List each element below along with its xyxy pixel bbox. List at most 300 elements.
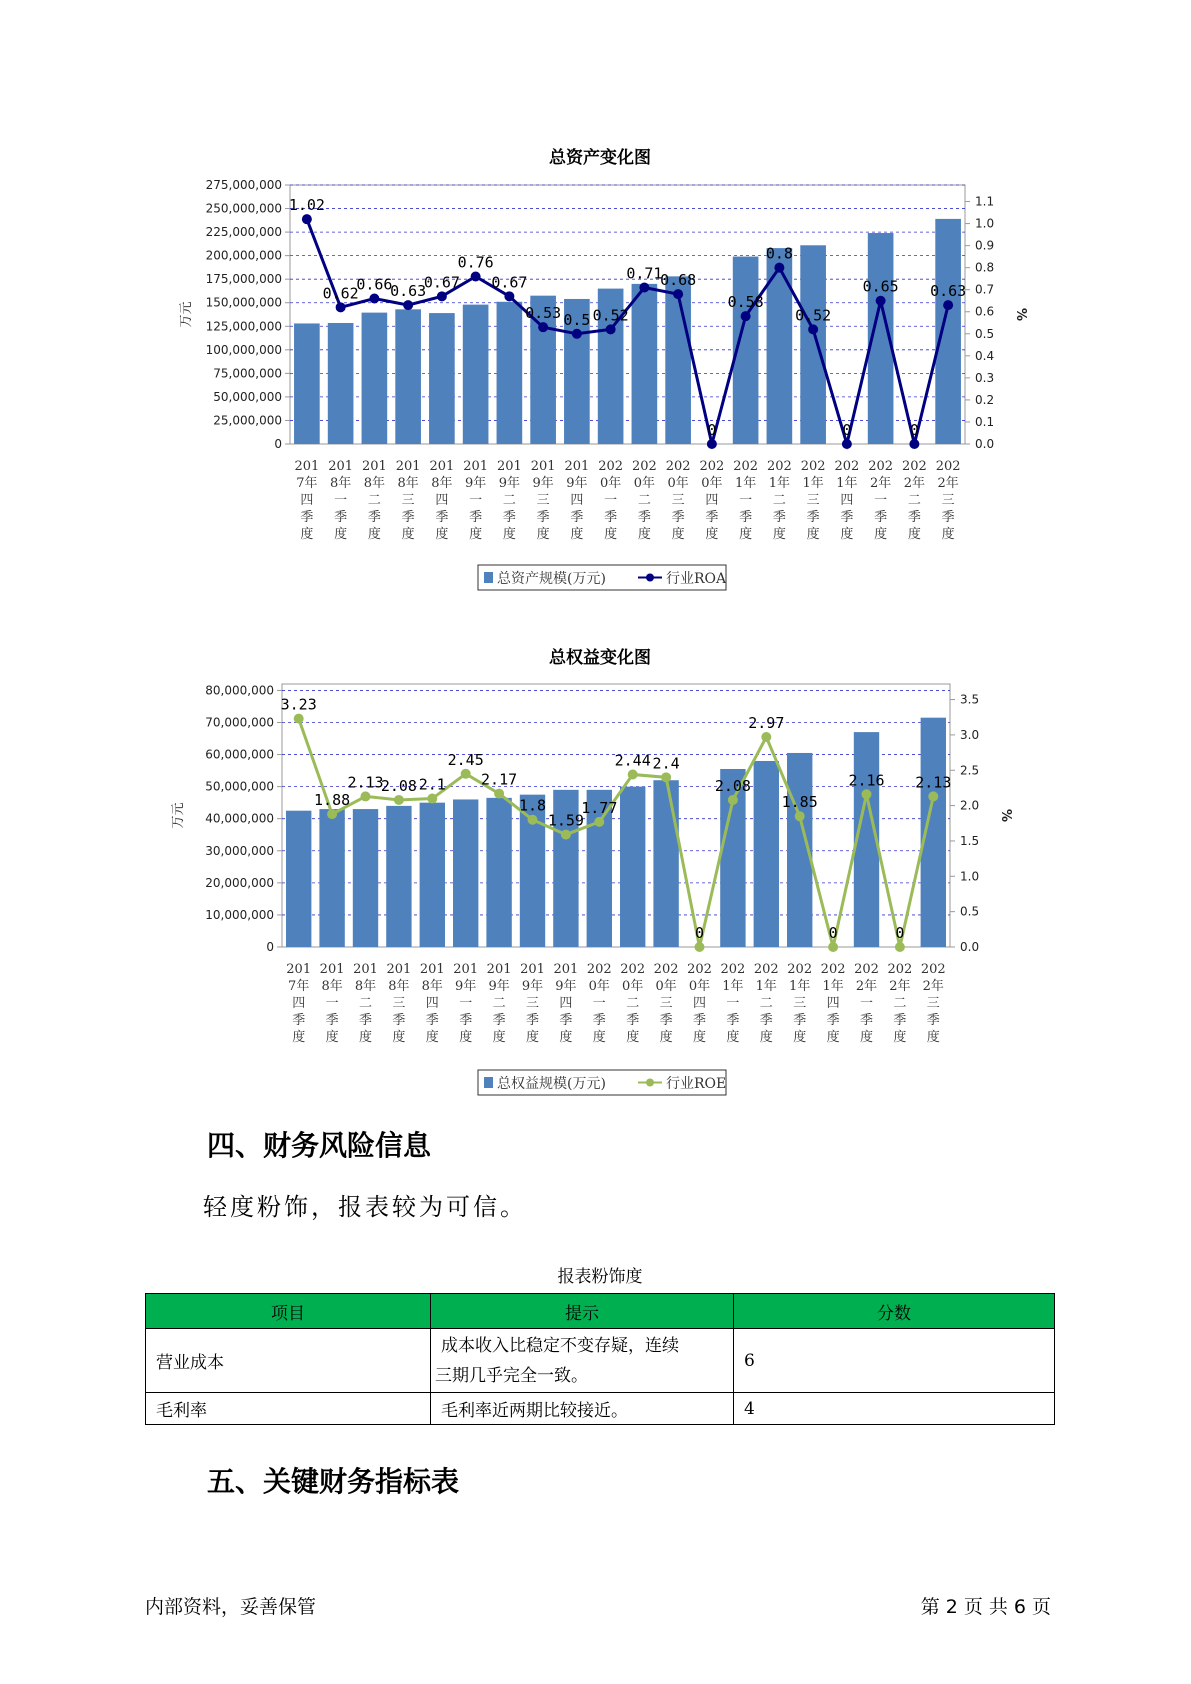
line-point: [774, 263, 784, 273]
y-tick-label: 80,000,000: [205, 683, 274, 698]
x-tick-label: 201: [328, 459, 354, 474]
legend-line-marker: [646, 1079, 654, 1087]
legend-label: 行业ROE: [666, 1076, 727, 1092]
page-total: 6: [1013, 1596, 1026, 1618]
x-tick-label: 9年: [521, 979, 544, 994]
x-tick-label: 季: [859, 1013, 874, 1028]
x-tick-label: 202: [935, 459, 961, 474]
x-tick-label: 二: [492, 996, 506, 1011]
data-label: 2.16: [848, 771, 885, 790]
table-cell-score: 6: [734, 1329, 1055, 1393]
data-label: 2.4: [652, 754, 680, 773]
x-tick-label: 2年: [855, 979, 878, 994]
bar: [386, 806, 411, 947]
x-tick-label: 度: [671, 527, 685, 542]
y-tick-label: 125,000,000: [205, 319, 282, 334]
x-tick-label: 201: [486, 962, 512, 977]
y2-tick-label: 2.0: [960, 798, 980, 813]
data-label: 1.8: [518, 796, 547, 815]
bar: [420, 803, 445, 947]
x-tick-label: 一: [874, 493, 888, 508]
data-label: 0: [694, 924, 705, 942]
table-header-item: 项目: [146, 1294, 431, 1329]
x-tick-label: 201: [286, 962, 312, 977]
line-point: [862, 789, 872, 799]
data-label: 0.52: [592, 306, 629, 325]
x-tick-label: 度: [637, 527, 651, 542]
x-tick-label: 二: [907, 493, 921, 508]
x-tick-label: 202: [820, 962, 846, 977]
x-tick-label: 季: [907, 510, 921, 525]
x-tick-label: 7年: [296, 476, 318, 491]
x-tick-label: 度: [492, 1030, 506, 1045]
x-tick-label: 0年: [622, 979, 644, 994]
whitewash-table: [145, 1293, 1055, 1425]
x-tick-label: 度: [367, 527, 381, 542]
legend-label: 行业ROA: [666, 571, 727, 587]
x-tick-label: 季: [292, 1013, 306, 1028]
x-tick-label: 202: [631, 459, 657, 474]
x-tick-label: 度: [401, 527, 415, 542]
line-point: [294, 714, 304, 724]
data-label: 2.13: [915, 773, 952, 792]
x-tick-label: 季: [536, 510, 550, 525]
table-cell-item: 营业成本: [146, 1329, 431, 1393]
x-tick-label: 7年: [288, 979, 310, 994]
x-tick-label: 度: [759, 1030, 773, 1045]
x-tick-label: 四: [292, 996, 306, 1011]
table-row: [146, 1393, 1055, 1425]
data-label: 2.44: [614, 751, 651, 770]
x-tick-label: 度: [435, 527, 449, 542]
x-tick-label: 2年: [889, 979, 911, 994]
x-tick-label: 季: [367, 510, 381, 525]
x-tick-label: 季: [626, 1013, 640, 1028]
y2-tick-label: 0.4: [975, 348, 995, 363]
line-point: [302, 214, 312, 224]
x-tick-label: 季: [604, 510, 618, 525]
line-point: [943, 300, 953, 310]
y2-tick-label: 2.5: [960, 763, 980, 778]
x-tick-label: 202: [586, 962, 612, 977]
x-tick-label: 9年: [488, 979, 510, 994]
bar: [754, 761, 779, 947]
x-tick-label: 202: [766, 459, 792, 474]
x-tick-label: 一: [739, 493, 753, 508]
x-tick-label: 8年: [388, 979, 410, 994]
x-tick-label: 季: [592, 1013, 606, 1028]
bar: [620, 787, 645, 947]
x-tick-label: 四: [826, 996, 840, 1011]
line-point: [327, 809, 337, 819]
x-tick-label: 度: [292, 1030, 306, 1045]
page-current: 2: [945, 1596, 958, 1618]
bar: [353, 809, 378, 947]
x-tick-label: 季: [325, 1013, 339, 1028]
page-suffix: 页: [1031, 1596, 1051, 1618]
line-point: [606, 324, 616, 334]
x-tick-label: 二: [367, 493, 381, 508]
x-tick-label: 201: [361, 459, 387, 474]
table-cell-hint: 毛利率近两期比较接近。: [431, 1393, 734, 1425]
line-point: [673, 289, 683, 299]
x-tick-label: 度: [325, 1030, 339, 1045]
line-point: [761, 732, 771, 742]
x-tick-label: 一: [726, 996, 740, 1011]
line-point: [808, 324, 818, 334]
x-tick-label: 度: [604, 527, 618, 542]
x-tick-label: 四: [692, 996, 707, 1011]
x-tick-label: 202: [854, 962, 879, 977]
x-tick-label: 季: [637, 510, 651, 525]
x-tick-label: 二: [626, 996, 640, 1011]
chart-total-assets: [0, 170, 1191, 610]
x-tick-label: 一: [859, 996, 874, 1011]
line-point: [741, 311, 751, 321]
page-prefix: 第: [920, 1596, 940, 1618]
x-tick-label: 三: [401, 493, 415, 508]
x-tick-label: 度: [358, 1030, 373, 1045]
x-tick-label: 201: [395, 459, 421, 474]
data-label: 2.1: [418, 775, 446, 794]
x-tick-label: 1年: [789, 979, 811, 994]
data-label: 0.62: [322, 284, 359, 303]
x-tick-label: 季: [840, 510, 854, 525]
x-tick-label: 202: [665, 459, 691, 474]
bar: [319, 809, 344, 947]
x-tick-label: 季: [358, 1013, 373, 1028]
table-cell-item: 毛利率: [146, 1393, 431, 1425]
bar: [286, 811, 311, 947]
x-tick-label: 季: [570, 510, 584, 525]
y-tick-label: 175,000,000: [205, 272, 282, 287]
y-tick-label: 10,000,000: [205, 907, 274, 922]
x-tick-label: 202: [887, 962, 913, 977]
x-tick-label: 四: [840, 493, 854, 508]
x-tick-label: 度: [459, 1030, 473, 1045]
x-tick-label: 三: [671, 493, 685, 508]
x-tick-label: 季: [525, 1013, 540, 1028]
table-header-hint: 提示: [431, 1294, 734, 1329]
data-label: 0.65: [862, 277, 899, 296]
x-tick-label: 季: [659, 1013, 673, 1028]
y-tick-label: 70,000,000: [205, 715, 274, 730]
bar: [665, 276, 691, 444]
x-tick-label: 季: [806, 510, 820, 525]
footer-confidential: 内部资料，妥善保管: [145, 1596, 317, 1618]
data-label: 0: [895, 924, 905, 942]
y-tick-label: 0: [266, 940, 274, 954]
data-label: 0.52: [795, 306, 832, 325]
x-tick-label: 1年: [836, 476, 858, 491]
x-tick-label: 四: [705, 493, 719, 508]
x-tick-label: 四: [559, 996, 573, 1011]
line-point: [369, 294, 379, 304]
data-label: 0.58: [727, 293, 764, 312]
table-header-score: 分数: [734, 1294, 1055, 1329]
y-tick-label: 40,000,000: [205, 811, 274, 826]
x-tick-label: 度: [570, 527, 584, 542]
data-label: 0: [842, 421, 852, 439]
x-tick-label: 度: [334, 527, 348, 542]
x-tick-label: 二: [759, 996, 773, 1011]
bar: [653, 780, 678, 947]
x-tick-label: 202: [834, 459, 860, 474]
y-tick-label: 75,000,000: [213, 366, 282, 381]
x-tick-label: 201: [386, 962, 412, 977]
x-tick-label: 度: [300, 527, 314, 542]
data-label: 0.63: [390, 282, 427, 301]
y2-tick-label: 0.5: [975, 326, 995, 341]
x-tick-label: 2年: [869, 476, 892, 491]
y2-tick-label: 0.1: [975, 414, 995, 429]
x-tick-label: 一: [604, 493, 618, 508]
data-label: 0: [707, 421, 717, 439]
x-tick-label: 9年: [555, 979, 577, 994]
x-tick-label: 度: [859, 1030, 874, 1045]
x-tick-label: 三: [392, 996, 406, 1011]
x-tick-label: 度: [559, 1030, 573, 1045]
data-label: 0.71: [626, 264, 663, 283]
data-label: 2.13: [347, 773, 384, 792]
y2-tick-label: 1.0: [975, 216, 995, 231]
line-point: [561, 830, 571, 840]
table-cell-hint: [431, 1329, 734, 1393]
x-tick-label: 9年: [498, 476, 521, 491]
x-tick-label: 季: [926, 1013, 940, 1028]
legend-bar-swatch: [484, 1077, 493, 1088]
y2-tick-label: 0.7: [975, 282, 995, 297]
x-tick-label: 9年: [464, 476, 487, 491]
x-tick-label: 季: [459, 1013, 473, 1028]
x-tick-label: 0年: [667, 476, 689, 491]
x-tick-label: 202: [787, 962, 813, 977]
legend-bar-swatch: [484, 572, 493, 583]
x-tick-label: 201: [294, 459, 320, 474]
table-row: [146, 1329, 1055, 1393]
x-tick-label: 201: [429, 459, 455, 474]
data-label: 1.88: [314, 791, 351, 810]
x-tick-label: 季: [826, 1013, 840, 1028]
footer-page-number: [918, 1592, 1054, 1619]
x-tick-label: 三: [793, 996, 807, 1011]
x-tick-label: 季: [726, 1013, 740, 1028]
data-label: 0: [909, 421, 919, 439]
line-point: [494, 789, 504, 799]
x-tick-label: 季: [502, 510, 516, 525]
x-tick-label: 度: [692, 1030, 707, 1045]
y-tick-label: 30,000,000: [205, 843, 274, 858]
x-tick-label: 二: [637, 493, 651, 508]
chart-title-total-assets: 总资产变化图: [549, 148, 651, 168]
x-tick-label: 度: [425, 1030, 439, 1045]
x-tick-label: 度: [525, 1030, 540, 1045]
line-point: [695, 942, 705, 952]
data-label: 3.23: [280, 695, 317, 714]
y-tick-label: 50,000,000: [213, 389, 282, 404]
x-tick-label: 一: [469, 493, 483, 508]
line-point: [336, 302, 346, 312]
x-tick-label: 度: [705, 527, 719, 542]
data-label: 0.67: [423, 273, 460, 292]
line-point: [876, 296, 886, 306]
x-tick-label: 季: [941, 510, 955, 525]
x-tick-label: 季: [425, 1013, 439, 1028]
x-tick-label: 四: [300, 493, 314, 508]
data-label: 1.85: [781, 793, 818, 812]
x-tick-label: 季: [300, 510, 314, 525]
x-tick-label: 202: [901, 459, 927, 474]
x-tick-label: 8年: [397, 476, 419, 491]
y-tick-label: 20,000,000: [205, 875, 274, 890]
x-tick-label: 季: [739, 510, 753, 525]
x-tick-label: 2年: [903, 476, 926, 491]
x-tick-label: 度: [502, 527, 516, 542]
y2-axis-label: %: [998, 808, 1013, 823]
line-point: [403, 300, 413, 310]
x-tick-label: 8年: [431, 476, 453, 491]
x-tick-label: 度: [793, 1030, 807, 1045]
data-label: 2.97: [748, 714, 785, 733]
x-tick-label: 季: [692, 1013, 707, 1028]
line-point: [909, 439, 919, 449]
x-tick-label: 202: [720, 962, 746, 977]
x-tick-label: 三: [941, 493, 955, 508]
x-tick-label: 度: [826, 1030, 840, 1045]
x-tick-label: 一: [334, 493, 348, 508]
x-tick-label: 季: [392, 1013, 406, 1028]
bar: [328, 323, 354, 444]
x-tick-label: 201: [453, 962, 479, 977]
x-tick-label: 季: [772, 510, 786, 525]
x-tick-label: 二: [502, 493, 516, 508]
bar: [395, 309, 421, 444]
x-tick-label: 201: [463, 459, 489, 474]
data-label: 0: [828, 924, 838, 942]
line-point: [471, 271, 481, 281]
x-tick-label: 季: [893, 1013, 907, 1028]
line-point: [361, 791, 371, 801]
x-tick-label: 8年: [329, 476, 352, 491]
x-tick-label: 202: [598, 459, 624, 474]
data-label: 2.08: [380, 776, 417, 795]
x-tick-label: 度: [874, 527, 888, 542]
bar: [362, 313, 388, 444]
x-tick-label: 季: [874, 510, 888, 525]
x-tick-label: 四: [425, 996, 439, 1011]
data-label: 0.68: [660, 271, 697, 290]
x-tick-label: 0年: [599, 476, 622, 491]
line-point: [504, 291, 514, 301]
x-tick-label: 季: [671, 510, 685, 525]
data-label: 0.66: [356, 275, 393, 294]
chart-total-equity: [0, 672, 1191, 1112]
data-label: 0.8: [765, 244, 793, 263]
x-tick-label: 1年: [734, 476, 757, 491]
hint-line: 三期几乎完全一致。: [435, 1365, 588, 1386]
line-point: [594, 817, 604, 827]
data-label: 0.53: [525, 304, 562, 323]
line-point: [437, 291, 447, 301]
line-point: [639, 282, 649, 292]
x-tick-label: 8年: [321, 979, 343, 994]
line-point: [828, 942, 838, 952]
y2-tick-label: 0.0: [960, 940, 980, 954]
x-tick-label: 201: [520, 962, 545, 977]
x-tick-label: 三: [806, 493, 820, 508]
data-label: 2.08: [714, 776, 751, 795]
x-tick-label: 一: [325, 996, 339, 1011]
data-label: 2.45: [447, 750, 484, 769]
x-tick-label: 三: [536, 493, 550, 508]
bar: [486, 798, 511, 947]
x-tick-label: 一: [592, 996, 606, 1011]
x-tick-label: 9年: [566, 476, 588, 491]
y-tick-label: 150,000,000: [205, 295, 282, 310]
data-label: 1.59: [547, 811, 584, 830]
x-tick-label: 202: [733, 459, 759, 474]
bar: [429, 313, 455, 444]
data-label: 0.63: [930, 282, 967, 301]
x-tick-label: 度: [469, 527, 483, 542]
data-label: 1.02: [288, 196, 325, 215]
line-point: [842, 439, 852, 449]
line-point: [928, 791, 938, 801]
hint-line: 成本收入比稳定不变存疑，连续: [441, 1335, 679, 1356]
bar: [632, 284, 658, 444]
y2-tick-label: 1.0: [960, 869, 980, 884]
x-tick-label: 一: [459, 996, 473, 1011]
y2-tick-label: 3.0: [960, 727, 980, 742]
legend-label: 总资产规模(万元): [497, 571, 606, 587]
line-point: [795, 811, 805, 821]
bar: [767, 248, 793, 444]
x-tick-label: 度: [392, 1030, 406, 1045]
x-tick-label: 202: [653, 962, 679, 977]
line-point: [707, 439, 717, 449]
x-tick-label: 度: [772, 527, 786, 542]
x-tick-label: 202: [699, 459, 725, 474]
x-tick-label: 季: [469, 510, 483, 525]
x-tick-label: 8年: [363, 476, 386, 491]
x-tick-label: 2年: [922, 979, 944, 994]
x-tick-label: 度: [726, 1030, 740, 1045]
x-tick-label: 二: [893, 996, 907, 1011]
x-tick-label: 季: [492, 1013, 506, 1028]
data-label: 1.77: [581, 798, 618, 817]
x-tick-label: 二: [358, 996, 373, 1011]
y-tick-label: 200,000,000: [205, 248, 282, 263]
x-tick-label: 度: [926, 1030, 940, 1045]
x-tick-label: 度: [659, 1030, 673, 1045]
x-tick-label: 201: [353, 962, 378, 977]
x-tick-label: 2年: [937, 476, 959, 491]
x-tick-label: 8年: [354, 979, 377, 994]
x-tick-label: 季: [705, 510, 719, 525]
x-tick-label: 度: [806, 527, 820, 542]
x-tick-label: 季: [334, 510, 348, 525]
x-tick-label: 0年: [633, 476, 656, 491]
x-tick-label: 三: [659, 996, 673, 1011]
legend-label: 总权益规模(万元): [497, 1076, 606, 1092]
y2-tick-label: 1.5: [960, 833, 980, 848]
y-axis-label: 万元: [179, 301, 194, 328]
x-tick-label: 1年: [802, 476, 824, 491]
bar: [453, 799, 478, 947]
x-tick-label: 201: [564, 459, 590, 474]
x-tick-label: 202: [687, 962, 712, 977]
x-tick-label: 0年: [688, 979, 711, 994]
